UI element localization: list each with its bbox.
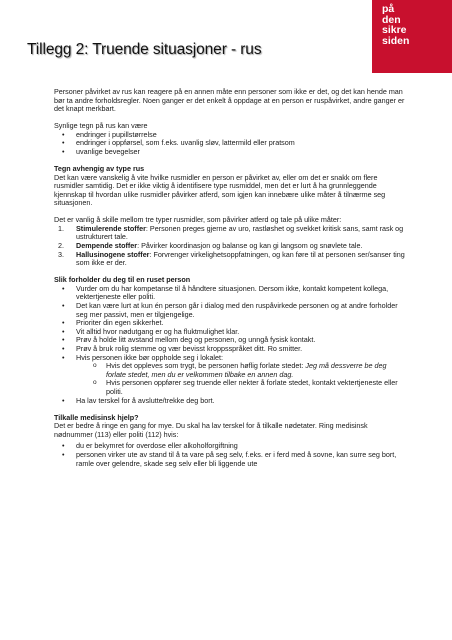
sub-item-quote: Jeg må dessverre be deg forlate stedet, men du er velkommen tilbake en annen dag. (106, 361, 387, 379)
list-item: • endringer i oppførsel, som f.eks. uvanlig sløv, lattermild eller pratsom (54, 139, 406, 148)
medical-list (54, 439, 406, 468)
list-number: 3. (58, 249, 64, 259)
medical-paragraph: Det er bedre å ringe en gang for mye. Du skal ha lav terskel for å tilkalle nødetater. Ring medisinsk nødnummer (113) eller politi (112) hvis: (54, 421, 368, 439)
drug-type-desc: : Påvirker koordinasjon og balanse og kan gi langsom og snøvlete tale. (137, 241, 363, 251)
drug-type-name: Stimulerende stoffer (76, 223, 146, 233)
logo-line: siden (382, 34, 410, 47)
signs-lead: Synlige tegn på rus kan være (54, 121, 148, 131)
list-number: 1. (58, 223, 64, 233)
list-item (54, 251, 406, 268)
protect-list (54, 285, 406, 405)
list-item: • Ha lav terskel for å avslutte/trekke deg bort. (54, 397, 406, 406)
logo-line: sikre (382, 24, 407, 36)
section-heading-medical: Tilkalle medisinsk hjelp? (54, 412, 139, 422)
list-item: • Det kan være lurt at kun én person går i dialog med den ruspåvirkede personen og at andre forholder seg mer passivt, men er tilgjengelige. (54, 302, 406, 319)
types-lead: Det er vanlig å skille mellom tre typer rusmidler, som påvirker atferd og tale på ulike måter: (54, 215, 342, 225)
drug-type-name: Hallusinogene stoffer (76, 249, 150, 259)
list-item: • personen virker ute av stand til å ta vare på seg selv, f.eks. er i ferd med å sovne, kan surre seg bort, ramle over gelendre, skade seg selv eller bli liggende ute (54, 451, 406, 468)
list-item: • endringer i pupillstørrelse (54, 131, 406, 140)
document-body (54, 88, 406, 468)
page-title: Tillegg 2: Truende situasjoner - rus (27, 41, 262, 58)
list-item: • du er bekymret for overdose eller alkoholforgiftning (54, 442, 406, 451)
logo-line: den (382, 13, 401, 26)
drug-type-name: Dempende stoffer (76, 241, 138, 251)
list-item: • Vurder om du har kompetanse til å håndtere situasjonen. Dersom ikke, kontakt kompetent kollega, vektertjeneste eller politi. (54, 285, 406, 302)
list-item-text: Hvis personen ikke bør oppholde seg i lokalet: (76, 352, 224, 362)
logo-line: på (382, 3, 395, 15)
intro-paragraph: Personer påvirket av rus kan reagere på en annen måte enn personer som ikke er det, og det kan hende man bør ta andre forholdsregler. Noen ganger er det enkelt å oppdage at en person er ruspåvirket, andre ganger er det knapt merkbart. (54, 87, 405, 114)
section-heading-types: Tegn avhengig av type rus (54, 163, 145, 173)
sub-item-text: Hvis personen oppfører seg truende eller nekter å forlate stedet, kontakt vektertjeneste eller politi. (106, 378, 398, 396)
section-heading-protect: Slik forholder du deg til en ruset person (54, 275, 191, 285)
drug-type-desc: : Forvrenger virkelighetsoppfatningen, og kan føre til at personen ser/sanser ting som ikke er der. (76, 249, 405, 268)
brand-logo (372, 0, 452, 73)
list-item: • Prøv å holde litt avstand mellom deg og personen, og unngå fysisk kontakt. (54, 336, 406, 345)
list-item (54, 354, 406, 397)
types-paragraph: Det kan være vanskelig å vite hvilke rusmidler en person er påvirket av, eller om det er snakk om flere rusmidler samtidig. Det er ikke viktig å identifisere type rusmiddel, men det er lurt å ha grunnleggende kjennskap til hvordan ulike rusmidler påvirker atferd, som igjen kan innebære ulike måter å tilnærme seg situasjonen. (54, 172, 386, 208)
drug-types-list (54, 225, 406, 268)
signs-list (54, 131, 406, 157)
sub-list-item (91, 379, 406, 396)
list-item (54, 225, 406, 242)
list-number: 2. (58, 241, 64, 251)
drug-type-desc: : Personen preges gjerne av uro, rastløshet og svekket kritisk sans, samt rask og ustrukturert tale. (76, 223, 404, 242)
list-item: • uvanlige bevegelser (54, 148, 406, 157)
sub-item-text: Hvis det oppleves som trygt, be personen høflig forlate stedet: (106, 361, 306, 371)
list-item: • Prioriter din egen sikkerhet. (54, 319, 406, 328)
protect-sub-list (76, 362, 406, 396)
list-item: • Vit alltid hvor nødutgang er og ha fluktmulighet klar. (54, 328, 406, 337)
list-item: • Prøv å bruk rolig stemme og vær bevisst kroppsspråket ditt. Ro smitter. (54, 345, 406, 354)
sub-list-item (91, 362, 406, 379)
